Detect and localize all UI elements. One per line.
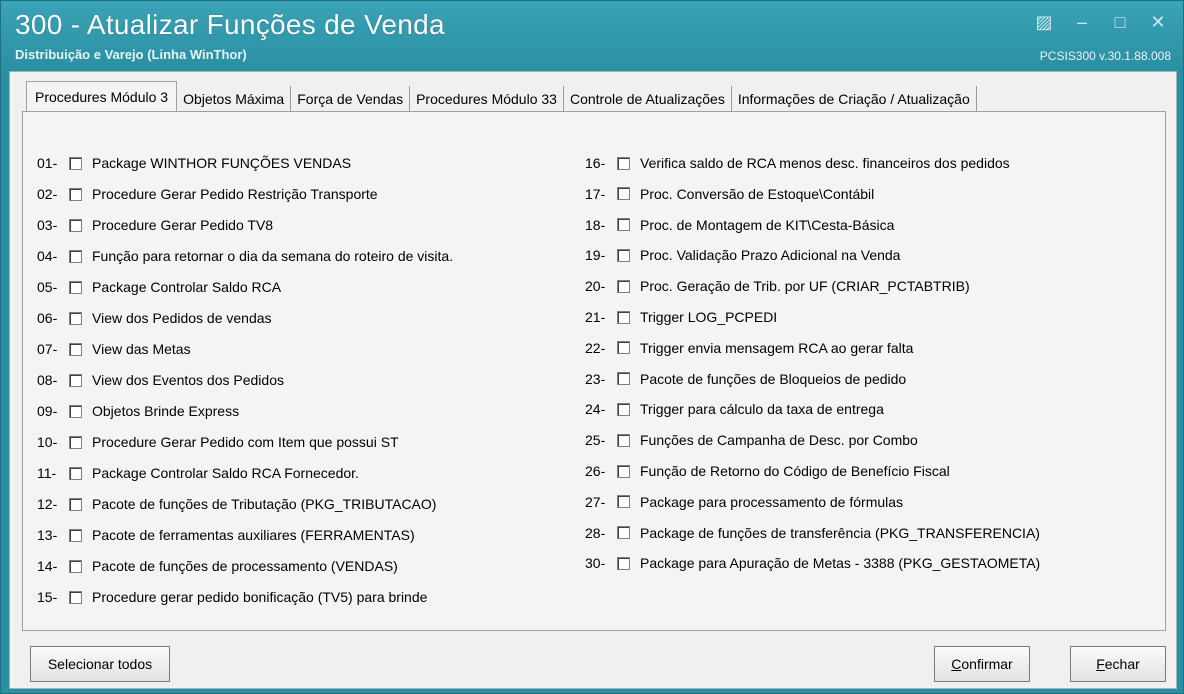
checkbox-item[interactable] [37,524,415,546]
item-checkbox[interactable] [69,219,82,232]
item-label: Pacote de ferramentas auxiliares (FERRAMENTAS) [92,527,415,543]
item-checkbox[interactable] [69,560,82,573]
item-checkbox[interactable] [69,405,82,418]
item-checkbox[interactable] [69,312,82,325]
item-label: Package WINTHOR FUNÇÕES VENDAS [92,155,352,171]
item-checkbox[interactable] [617,557,630,570]
item-label: Package Controlar Saldo RCA [92,279,282,295]
version-label: PCSIS300 v.30.1.88.008 [1039,49,1171,63]
item-label: Proc. Validação Prazo Adicional na Venda [640,247,901,264]
item-number: 19- [585,247,606,264]
item-checkbox[interactable] [617,341,630,354]
checkbox-item[interactable] [37,555,398,577]
window-controls [1033,11,1169,33]
client-area [9,71,1177,689]
item-label: Procedure Gerar Pedido com Item que possui ST [92,434,399,450]
item-label: Package para processamento de fórmulas [640,493,904,510]
item-label: Proc. Geração de Trib. por UF (CRIAR_PCTABTRIB) [640,278,970,295]
item-number: 16- [585,155,606,171]
item-checkbox[interactable] [617,187,630,200]
item-checkbox[interactable] [69,591,82,604]
tab-procedures-modulo-3[interactable]: Procedures Módulo 3 [26,81,177,112]
item-checkbox[interactable] [69,281,82,294]
checkbox-item[interactable] [37,276,281,298]
item-number: 01- [37,155,58,171]
item-number: 12- [37,496,58,512]
item-checkbox[interactable] [617,495,630,508]
item-checkbox[interactable] [617,372,630,385]
close-icon[interactable]: ✕ [1150,12,1166,32]
checkbox-item[interactable] [37,245,453,267]
checkbox-item[interactable] [585,337,913,359]
checkbox-item[interactable] [37,152,351,174]
item-number: 13- [37,527,58,543]
item-label: Trigger para cálculo da taxa de entrega [640,401,884,418]
item-label: Package de funções de transferência (PKG_TRANSFERENCIA) [640,524,1040,541]
item-checkbox[interactable] [69,467,82,480]
confirm-label: onfirmar [961,656,1013,672]
item-checkbox[interactable] [617,434,630,447]
item-checkbox[interactable] [69,343,82,356]
checkbox-item[interactable] [585,275,970,297]
checkbox-item[interactable] [37,338,191,360]
item-label: View das Metas [92,341,191,357]
checkbox-item[interactable] [37,400,239,422]
checkbox-item[interactable] [37,369,284,391]
item-number: 02- [37,186,58,202]
item-number: 03- [37,217,58,233]
maximize-icon[interactable]: □ [1114,12,1126,32]
close-button[interactable] [1070,646,1166,682]
checkbox-item[interactable] [37,183,378,205]
item-number: 14- [37,558,58,574]
checkbox-item[interactable] [585,491,903,513]
item-checkbox[interactable] [617,403,630,416]
checkbox-item[interactable] [585,183,874,205]
item-label: Funções de Campanha de Desc. por Combo [640,432,918,449]
item-number: 22- [585,339,606,356]
window-title: 300 - Atualizar Funções de Venda [15,9,445,40]
checkbox-item[interactable] [585,368,906,390]
item-checkbox[interactable] [617,157,630,170]
item-label: Package Controlar Saldo RCA Fornecedor. [92,465,359,481]
item-number: 05- [37,279,58,295]
item-label: Procedure Gerar Pedido Restrição Transporte [92,186,378,202]
item-number: 21- [585,309,606,325]
item-label: Função para retornar o dia da semana do roteiro de visita. [92,248,454,264]
item-number: 10- [37,434,58,450]
item-checkbox[interactable] [69,188,82,201]
item-label: Objetos Brinde Express [92,403,240,419]
item-checkbox[interactable] [69,374,82,387]
item-label: View dos Pedidos de vendas [92,310,272,326]
item-number: 20- [585,278,606,295]
checkbox-item[interactable] [37,214,273,236]
checkbox-item[interactable] [585,244,900,266]
checkbox-item[interactable] [585,306,777,328]
checkbox-item[interactable] [585,152,1010,174]
checkbox-item[interactable] [37,307,272,329]
close-label: echar [1104,656,1140,672]
item-checkbox[interactable] [69,529,82,542]
item-checkbox[interactable] [69,157,82,170]
item-checkbox[interactable] [617,280,630,293]
item-label: Trigger LOG_PCPEDI [640,309,778,325]
checkbox-item[interactable] [585,552,1040,574]
item-number: 11- [37,465,57,481]
close-accel: F [1096,656,1105,672]
item-number: 24- [585,401,606,418]
item-checkbox[interactable] [617,311,630,324]
tab-bar [26,82,977,112]
checkbox-item[interactable] [585,398,884,420]
checkbox-item[interactable] [37,431,399,453]
item-label: Package para Apuração de Metas - 3388 (PKG_GESTAOMETA) [640,555,1041,572]
tab-controle-de-atualizacoes[interactable]: Controle de Atualizações [564,86,732,112]
tab-objetos-maxima[interactable]: Objetos Máxima [177,86,291,112]
checkbox-item[interactable] [585,429,918,451]
tab-page-procedures [22,111,1166,631]
item-checkbox[interactable] [69,436,82,449]
confirm-button[interactable] [934,646,1030,682]
tab-forca-de-vendas[interactable]: Força de Vendas [291,86,410,112]
item-checkbox[interactable] [69,250,82,263]
item-number: 17- [585,185,606,202]
item-number: 26- [585,463,606,479]
checkbox-item[interactable] [37,586,427,608]
minimize-icon[interactable]: – [1076,12,1087,32]
confirm-accel: C [951,656,962,672]
item-checkbox[interactable] [617,526,630,539]
item-label: Procedure Gerar Pedido TV8 [92,217,274,233]
checkbox-item[interactable] [37,462,359,484]
item-checkbox[interactable] [617,218,630,231]
checkbox-item[interactable] [37,493,436,515]
item-number: 27- [585,493,606,510]
item-number: 28- [585,524,606,541]
item-label: Procedure gerar pedido bonificação (TV5) para brinde [92,589,428,605]
item-label: Pacote de funções de Tributação (PKG_TRIBUTACAO) [92,496,437,512]
item-checkbox[interactable] [617,465,630,478]
item-label: Verifica saldo de RCA menos desc. financeiros dos pedidos [640,155,1010,171]
checkbox-item[interactable] [585,214,894,236]
window-subtitle: Distribuição e Varejo (Linha WinThor) [15,47,247,62]
item-number: 07- [37,341,58,357]
checkbox-item[interactable] [585,522,1040,544]
select-all-button[interactable]: Selecionar todos [30,646,170,682]
item-number: 25- [585,432,606,449]
checkbox-item[interactable] [585,460,950,482]
item-label: Função de Retorno do Código de Benefício Fiscal [640,463,950,479]
item-number: 18- [585,216,606,233]
tab-informacoes-criacao[interactable]: Informações de Criação / Atualização [732,86,977,112]
item-checkbox[interactable] [617,249,630,262]
item-number: 04- [37,248,58,264]
item-label: Proc. de Montagem de KIT\Cesta-Básica [640,216,895,233]
item-label: Proc. Conversão de Estoque\Contábil [640,185,875,202]
item-number: 23- [585,370,606,387]
item-label: Pacote de funções de processamento (VENDAS) [92,558,398,574]
tab-procedures-modulo-33[interactable]: Procedures Módulo 33 [410,86,564,112]
item-label: Pacote de funções de Bloqueios de pedido [640,370,907,387]
item-number: 15- [37,589,58,605]
item-label: Trigger envia mensagem RCA ao gerar falta [640,339,914,356]
item-label: View dos Eventos dos Pedidos [92,372,284,388]
item-number: 06- [37,310,58,326]
item-number: 08- [37,372,58,388]
item-number: 30- [585,555,606,572]
restore-icon[interactable]: ▨ [1035,12,1053,32]
item-number: 09- [37,403,58,419]
item-checkbox[interactable] [69,498,82,511]
